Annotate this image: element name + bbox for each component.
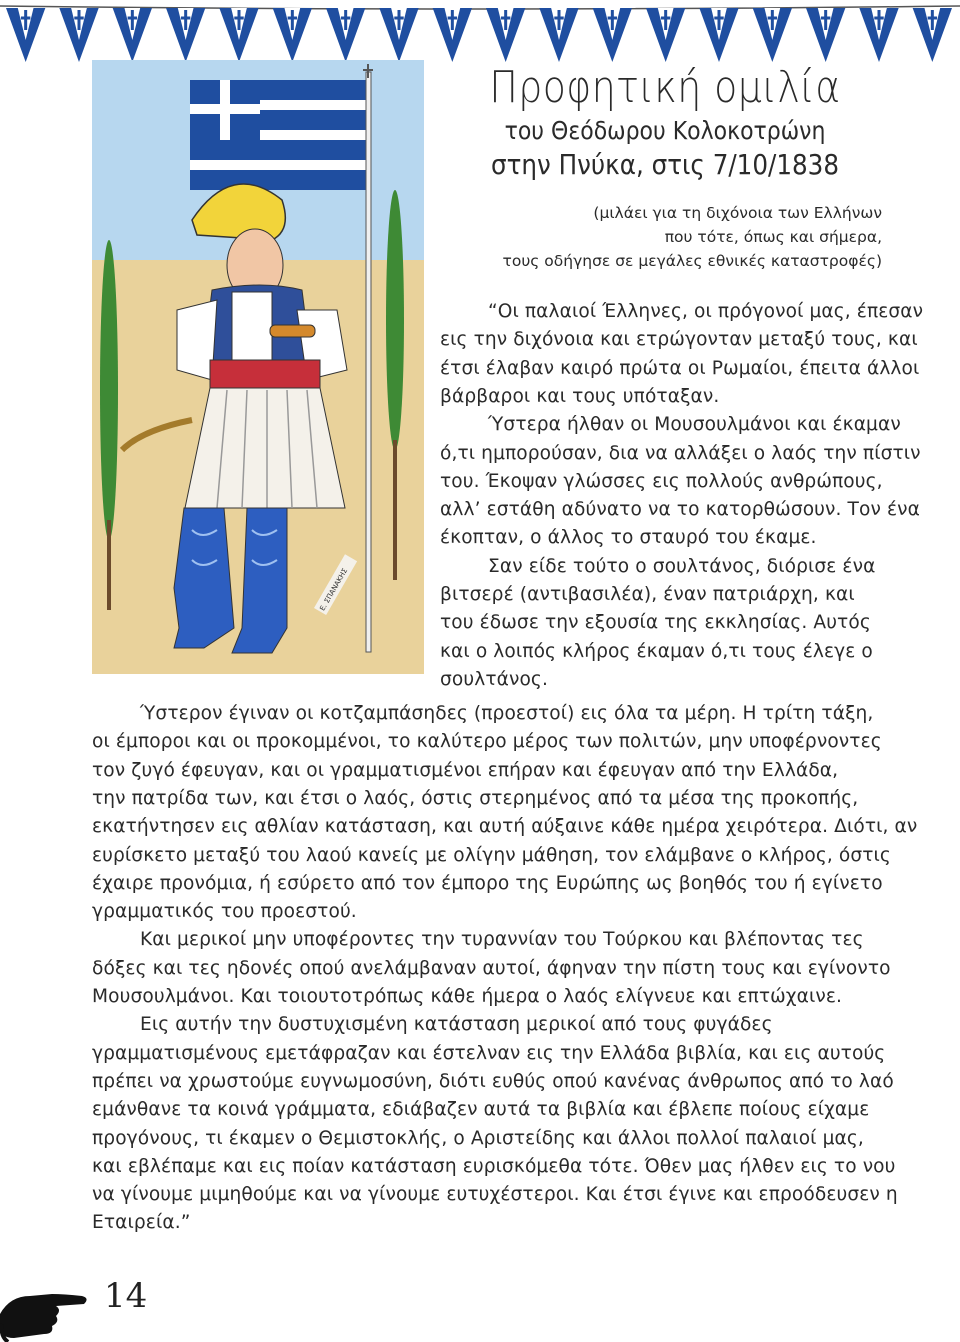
- page-number: 14: [104, 1276, 148, 1316]
- speech-line: σουλτάνος.: [440, 668, 548, 690]
- speech-line: βιτσερέ (αντιβασιλέα), έναν πατριάρχη, και: [440, 584, 855, 605]
- speech-line: έκοπταν, ο άλλος το σταυρό του έκαμε.: [440, 527, 817, 549]
- speech-line: γραμματικός του προεστού.: [92, 901, 357, 923]
- speech-line: ευρίσκετο μεταξύ του λαού κανείς με ολίγην μάθηση, τον ελάμβανε ο κλήρος, όστις: [92, 844, 891, 866]
- speech-line: Ύστερον έγιναν οι κοτζαμπάσηδες (προεστοί) εις όλα τα μέρη. Η τρίτη τάξη,: [140, 703, 874, 724]
- bunting-flag-icon: [219, 8, 258, 62]
- speech-line: πρέπει να χρωστούμε ευγνωμοσύνη, διότι ευθύς οπού κανένας άνθρωπος από το λαό: [92, 1070, 894, 1092]
- speech-line: εμάνθανε τα κοινά γράμματα, εδιάβαζεν αυτά τα βιβλία και έβλεπε ποίους είχαμε: [92, 1099, 870, 1121]
- kolokotronis-painting-icon: [92, 60, 424, 674]
- page-subtitle-date: στην Πνύκα, στις 7/10/1838: [490, 148, 840, 182]
- speech-line: να γίνουμε μιμηθούμε και να γίνουμε ευτυχέστεροι. Και έτσι έγινε και επροόδευσεν η: [92, 1184, 898, 1206]
- speech-line: ό,τι ημπορούσαν, δια να αλλάξει ο λαός την πίστιν: [440, 442, 921, 464]
- intro-note-line: (μιλάει για τη διχόνοια των Ελλήνων: [593, 204, 882, 222]
- page-subtitle: του Θεόδωρου Κολοκοτρώνη: [504, 115, 826, 145]
- speech-line: Εταιρεία.”: [92, 1212, 191, 1234]
- speech-line: γραμματισμένους εμετάφραζαν και έστελναν εις την Ελλάδα βιβλία, και εις αυτούς: [92, 1042, 886, 1064]
- bunting-flag-icon: [913, 8, 952, 62]
- speech-line: οι έμποροι και οι προκομμένοι, το καλύτερο μέρος των πολιτών, μην υποφέρνοντες: [92, 731, 882, 753]
- bunting-flag-icon: [166, 8, 205, 62]
- bunting-flag-icon: [59, 8, 98, 62]
- page-title: Προφητική ομιλία: [489, 62, 841, 113]
- speech-line: εις την διχόνοια και ετρώγονταν μεταξύ τους, και: [440, 329, 918, 351]
- title-block: [430, 62, 900, 184]
- speech-line: έτσι έλαβαν καιρό πρώτα οι Ρωμαίοι, έπειτα άλλοι: [440, 357, 920, 379]
- speech-line: “Οι παλαιοί Έλληνες, οι πρόγονοί μας, έπεσαν: [488, 301, 924, 322]
- bunting-flag-icon: [326, 8, 365, 62]
- painting-signature: Ε. ΣΠΑΝΑΚΗΣ: [318, 566, 350, 613]
- speech-line: βάρβαροι και τους υπόταξαν.: [440, 385, 720, 407]
- bunting-flag-icon: [539, 8, 578, 62]
- speech-line: αλλ’ εστάθη αδύνατο να το κατορθώσουν. Τον ένα: [440, 499, 920, 521]
- speech-line: την πατρίδα των, και έτσι ο λαός, όστις στερημένος από τα μέσα της προκοπής,: [92, 787, 859, 809]
- speech-line: Μουσουλμάνοι. Και τοιουτοτρόπως κάθε ήμερα ο λαός ελίγνευε και επτώχαινε.: [92, 986, 843, 1007]
- speech-line: έχαιρε προνόμια, ή εσύρετο από τον έμπορο της Ευρώπης ως βοηθός του ή εγίνετο: [92, 872, 883, 894]
- speech-line: του έδωσε την εξουσία της εκκλησίας. Αυτός: [440, 612, 871, 634]
- bunting-flag-icon: [6, 8, 45, 62]
- bunting-flag-icon: [113, 8, 152, 62]
- speech-line: προγόνους, τι έκαμεν ο Θεμιστοκλής, ο Αριστείδης και άλλοι πολλοί παλαιοί μας,: [92, 1127, 864, 1149]
- speech-line: Ύστερα ήλθαν οι Μουσουλμάνοι και έκαμαν: [488, 414, 901, 436]
- intro-note-line: που τότε, όπως και σήμερα,: [664, 228, 882, 246]
- bunting-flag-icon: [859, 8, 898, 62]
- pointing-hand-icon: [0, 1284, 92, 1342]
- speech-line: δόξες και τες ηδονές οπού ανελάμβαναν αυτοί, άφηναν την πίστη τους και εγίνοντο: [92, 957, 891, 979]
- speech-line: Και μερικοί μην υποφέροντες την τυραννίαν του Τούρκου και βλέποντας τες: [140, 929, 864, 951]
- bunting-flag-icon: [433, 8, 472, 62]
- bunting-flag-icon: [753, 8, 792, 62]
- speech-line: και εβλέπαμε και εις ποίαν κατάσταση ευρισκόμεθα τότε. Όθεν μας ήλθεν εις το νου: [92, 1155, 896, 1177]
- intro-note-line: τους οδήγησε σε μεγάλες εθνικές καταστροφές): [502, 252, 882, 270]
- bunting-flag-icon: [646, 8, 685, 62]
- bunting-flag-icon: [273, 8, 312, 62]
- bunting-flag-icon: [593, 8, 632, 62]
- speech-line: τον ζυγό έφευγαν, και οι γραμματισμένοι επήραν και έφευγαν από την Ελλάδα,: [92, 759, 839, 781]
- bunting-flag-icon: [486, 8, 525, 62]
- speech-line: και ο λοιπός κλήρος έκαμαν ό,τι τους έλεγε ο: [440, 640, 873, 662]
- bunting-flag-icon: [699, 8, 738, 62]
- speech-line: του. Έκοψαν γλώσσες εις πολλούς ανθρώπους,: [440, 470, 883, 492]
- speech-line: Εις αυτήν την δυστυχισμένη κατάσταση μερικοί από τους φυγάδες: [140, 1014, 773, 1036]
- bunting-flag-icon: [806, 8, 845, 62]
- bunting-flag-icon: [379, 8, 418, 62]
- speech-line: εκατήντησεν εις αθλίαν κατάσταση, και αυτή αύξαινε κάθε ημέρα χειρότερα. Διότι, αν: [92, 816, 918, 838]
- speech-line: Σαν είδε τούτο ο σουλτάνος, διόρισε ένα: [488, 555, 876, 577]
